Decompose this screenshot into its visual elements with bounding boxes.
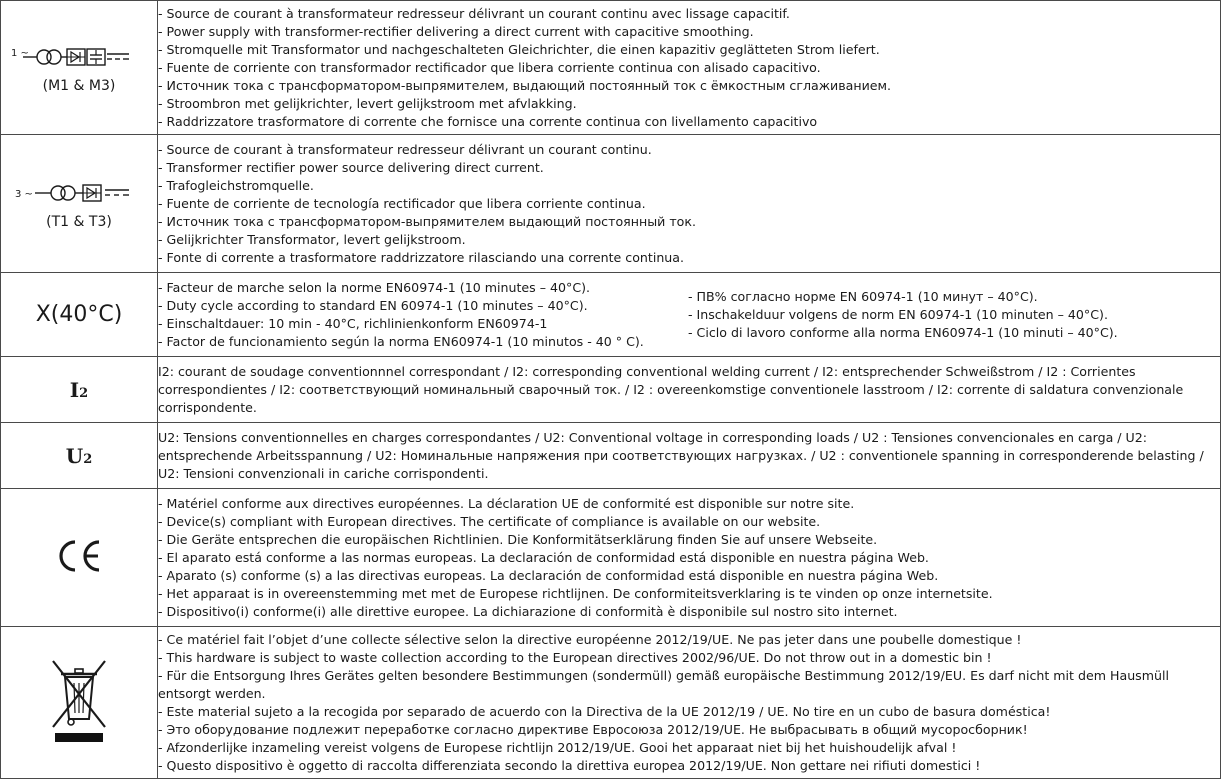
three-phase-transformer-rectifier-icon	[9, 178, 149, 208]
description-line: - Einschaltdauer: 10 min - 40°C, richlinienkonform EN60974-1	[158, 315, 548, 331]
description-line: - Fuente de corriente con transformador rectificador que libera corriente continua con alisado capacitivo.	[158, 59, 821, 75]
description-cell	[158, 423, 1221, 489]
symbol-cell	[1, 489, 158, 627]
description-line: - Fonte di corrente a trasformatore raddrizzatore rilasciando una corrente continua.	[158, 249, 685, 265]
voltage-symbol: U2	[65, 443, 93, 468]
phase-label: 1 ~	[11, 47, 29, 59]
description-line: - Raddrizzatore trasformatore di corrente che fornisce una corrente continua con livellamento capacitivo	[158, 113, 818, 129]
symbol-cell	[1, 423, 158, 489]
description-line: - Fuente de corriente de tecnología rectificador que libera corriente continua.	[158, 195, 646, 211]
symbol-cell	[1, 627, 158, 779]
description-line: - Questo dispositivo è oggetto di raccolta differenziata secondo la direttiva europea 2012/19/UE. Non gettare nei rifiuti domestici !	[158, 757, 981, 773]
description-line: - Matériel conforme aux directives européennes. La déclaration UE de conformité est disponible sur notre site.	[158, 495, 855, 511]
table-row	[1, 627, 1221, 779]
description-cell	[158, 357, 1221, 423]
table-row	[1, 273, 1221, 357]
single-phase-transformer-rectifier-icon	[9, 42, 149, 72]
current-symbol: I2	[69, 377, 89, 402]
description-line: - Inschakelduur volgens de norm EN 60974-1 (10 minuten – 40°C).	[688, 306, 1108, 322]
description-paragraph: I2: courant de soudage conventionnnel correspondant / I2: corresponding conventional welding current / I2: entsprechender Schweißstrom / I2 : Corrientes correspondientes / I2: соответствующий номинальный сварочный ток. / I2 : overeenkomstige conventionele lasstroom / I2: corrente di saldatura convenzionale corrispondente.	[158, 363, 1184, 415]
description-line: - Stromquelle mit Transformator und nachgeschalteten Gleichrichter, die einen kapazitiv geglätteten Strom liefert.	[158, 41, 880, 57]
description-cell	[158, 273, 1221, 357]
description-paragraph: U2: Tensions conventionnelles en charges correspondantes / U2: Conventional voltage in corresponding loads / U2 : Tensiones convencionales en carga / U2: entsprechende Arbeitsspannung / U2: Номинальные напряжения при соответствующих нагрузках. / U2 : conventionele spanning in corresponderende belasting / U2: Tensioni convenzionali in cariche corrispondenti.	[158, 429, 1204, 481]
table-row	[1, 1, 1221, 135]
crossed-out-bin-icon	[49, 657, 109, 745]
description-line: - El aparato está conforme a las normas europeas. La declaración de conformidad está disponible en nuestra página Web.	[158, 549, 929, 565]
table-row	[1, 489, 1221, 627]
description-line: - Gelijkrichter Transformator, levert gelijkstroom.	[158, 231, 466, 247]
symbol-caption: (T1 & T3)	[46, 213, 112, 230]
description-cell	[158, 489, 1221, 627]
description-line: - Это оборудование подлежит переработке согласно директиве Евросоюза 2012/19/UE. Не выбрасывать в общий мусоросборник!	[158, 721, 1028, 737]
description-line: - Источник тока с трансформатором-выпрямителем выдающий постоянный ток.	[158, 213, 696, 229]
description-line: - Factor de funcionamiento según la norma EN60974-1 (10 minutos - 40 ° C).	[158, 333, 644, 349]
description-line: - Source de courant à transformateur redresseur délivrant un courant continu avec lissage capacitif.	[158, 5, 790, 21]
ce-mark-icon	[53, 538, 105, 574]
description-line: - Die Geräte entsprechen die europäischen Richtlinien. Die Konformitätserklärung finden Sie auf unsere Webseite.	[158, 531, 878, 547]
description-cell	[158, 135, 1221, 273]
symbol-cell	[1, 357, 158, 423]
description-line: - Het apparaat is in overeenstemming met met de Europese richtlijnen. De conformiteitsverklaring is te vinden op onze internetsite.	[158, 585, 993, 601]
description-line: - Trafogleichstromquelle.	[158, 177, 314, 193]
description-line: - Transformer rectifier power source delivering direct current.	[158, 159, 544, 175]
description-line: - Este material sujeto a la recogida por separado de acuerdo con la Directiva de la UE 2012/19 / UE. No tire en un cubo de basura doméstica!	[158, 703, 1051, 719]
description-line: - Device(s) compliant with European directives. The certificate of compliance is available on our website.	[158, 513, 821, 529]
table-row	[1, 135, 1221, 273]
table-row	[1, 423, 1221, 489]
table-row	[1, 357, 1221, 423]
description-line: - Stroombron met gelijkrichter, levert gelijkstroom met afvlakking.	[158, 95, 577, 111]
symbol-cell	[1, 135, 158, 273]
symbol-cell	[1, 1, 158, 135]
description-line: - Duty cycle according to standard EN 60974-1 (10 minutes – 40°C).	[158, 297, 588, 313]
description-line: - Power supply with transformer-rectifier delivering a direct current with capacitive smoothing.	[158, 23, 754, 39]
description-line: - ПВ% согласно норме EN 60974-1 (10 минут – 40°C).	[688, 288, 1038, 304]
description-line: - Afzonderlijke inzameling vereist volgens de Europese richtlijn 2012/19/UE. Gooi het apparaat niet bij het huishoudelijk afval !	[158, 739, 957, 755]
description-cell	[158, 627, 1221, 779]
duty-cycle-symbol: X(40°C)	[35, 302, 123, 327]
description-line: - Dispositivo(i) conforme(i) alle direttive europee. La dichiarazione di conformità è disponibile sul nostro sito internet.	[158, 603, 898, 619]
description-line: - Aparato (s) conforme (s) a las directivas europeas. La declaración de conformidad está disponible en nuestra página Web.	[158, 567, 939, 583]
description-line: - Facteur de marche selon la norme EN60974-1 (10 minutes – 40°C).	[158, 279, 591, 295]
description-line: - This hardware is subject to waste collection according to the European directives 2002/96/UE. Do not throw out in a domestic bin !	[158, 649, 992, 665]
phase-label: 3 ~	[15, 188, 33, 200]
symbol-cell	[1, 273, 158, 357]
description-line: - Source de courant à transformateur redresseur délivrant un courant continu.	[158, 141, 652, 157]
description-line: - Ciclo di lavoro conforme alla norma EN60974-1 (10 minuti – 40°C).	[688, 324, 1118, 340]
description-cell	[158, 1, 1221, 135]
description-line: - Ce matériel fait l’objet d’une collecte sélective selon la directive européenne 2012/19/UE. Ne pas jeter dans une poubelle domestique !	[158, 631, 1022, 647]
symbol-caption: (M1 & M3)	[42, 77, 116, 94]
description-line: - Für die Entsorgung Ihres Gerätes gelten besondere Bestimmungen (sondermüll) gemäß europäische Bestimmung 2012/19/EU. Es darf nicht mit dem Hausmüll entsorgt werden.	[158, 667, 1169, 701]
description-line: - Источник тока с трансформатором-выпрямителем, выдающий постоянный ток с ёмкостным сглаживанием.	[158, 77, 892, 93]
